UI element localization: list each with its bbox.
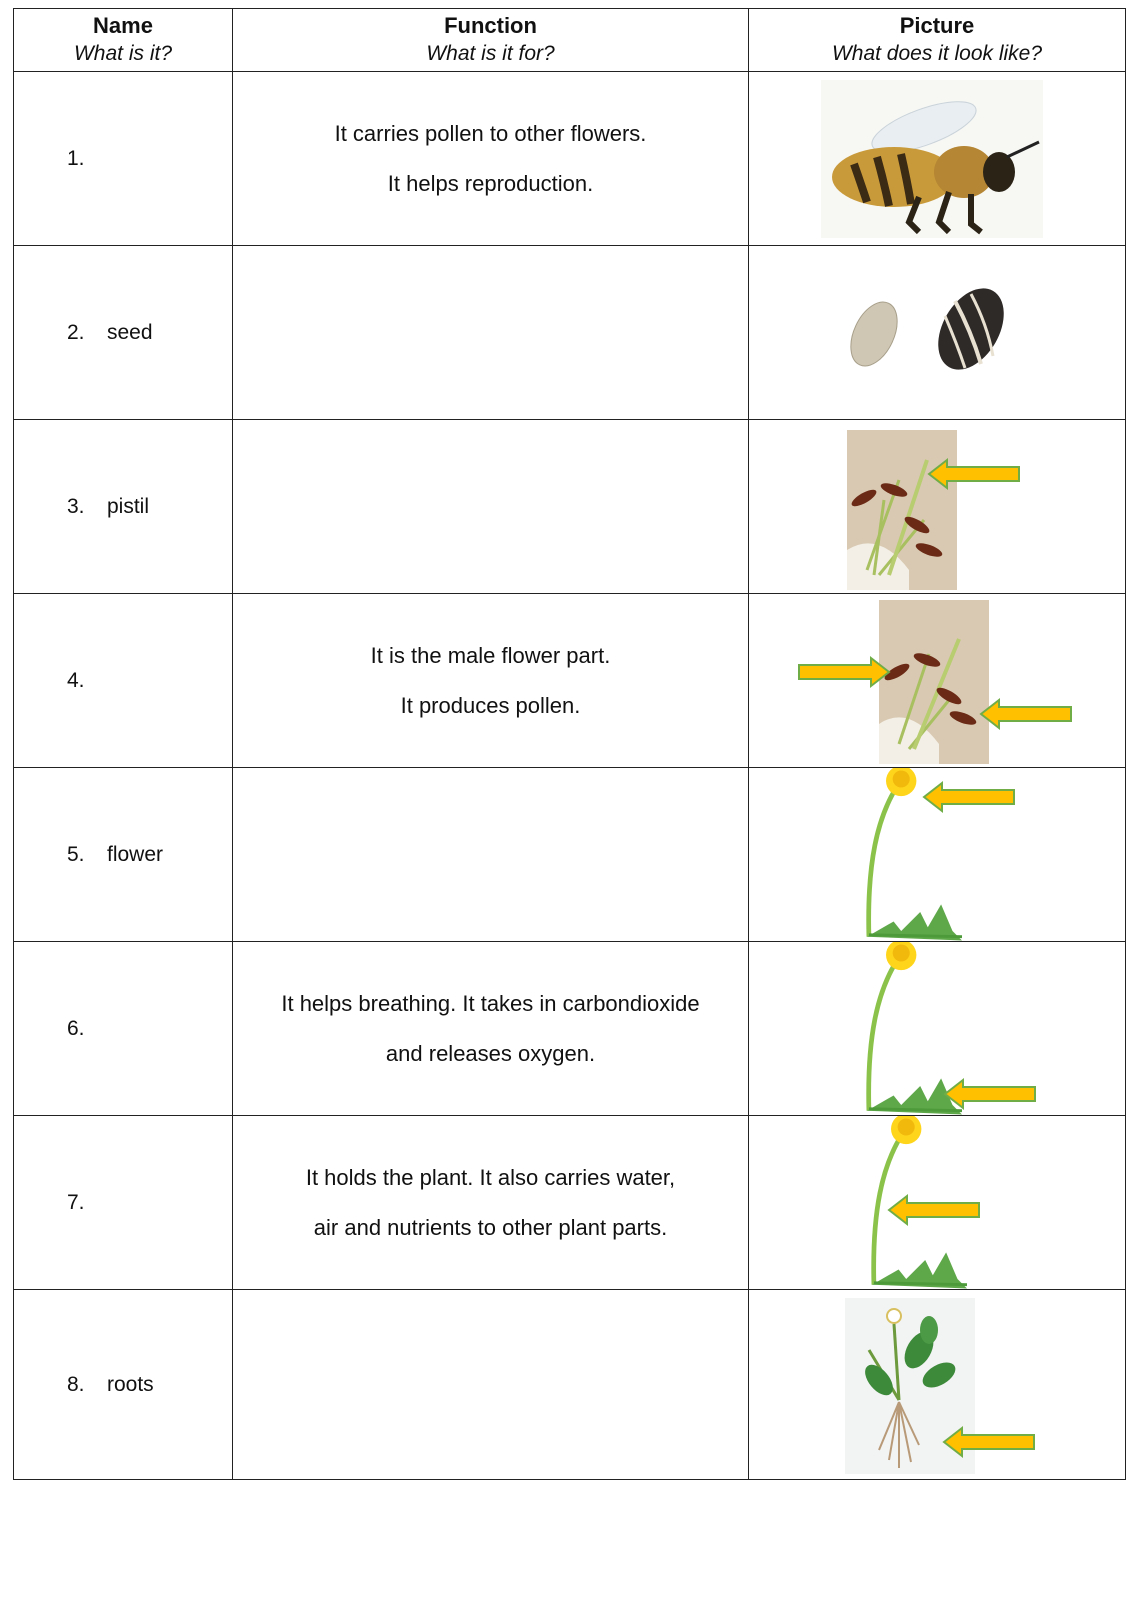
pistil-image bbox=[749, 420, 1126, 594]
name-cell[interactable] bbox=[14, 72, 233, 246]
bee-image bbox=[749, 72, 1126, 246]
function-line: air and nutrients to other plant parts. bbox=[313, 1214, 668, 1240]
function-line: It helps breathing. It takes in carbondioxide bbox=[281, 990, 700, 1016]
name-cell[interactable] bbox=[14, 594, 233, 768]
function-cell[interactable] bbox=[233, 246, 749, 420]
row-name: flower bbox=[107, 842, 164, 866]
picture-cell bbox=[749, 72, 1126, 246]
row-number: 1. bbox=[67, 146, 85, 170]
function-cell[interactable] bbox=[233, 420, 749, 594]
picture-cell bbox=[749, 1116, 1126, 1290]
row-name: seed bbox=[107, 320, 153, 344]
name-cell[interactable] bbox=[14, 768, 233, 942]
row-number: 6. bbox=[67, 1016, 85, 1040]
table-row bbox=[14, 246, 1126, 420]
picture-cell bbox=[749, 768, 1126, 942]
table-row bbox=[14, 1290, 1126, 1480]
table-row bbox=[14, 1116, 1126, 1290]
function-line: It carries pollen to other flowers. bbox=[334, 120, 647, 146]
function-line: It helps reproduction. bbox=[387, 170, 594, 196]
flower-image bbox=[749, 768, 1126, 942]
function-cell[interactable] bbox=[233, 72, 749, 246]
header-picture bbox=[749, 9, 1126, 72]
stem-image bbox=[749, 1116, 1126, 1290]
function-line: It produces pollen. bbox=[400, 692, 581, 718]
picture-cell bbox=[749, 1290, 1126, 1480]
roots-image bbox=[749, 1290, 1126, 1480]
picture-cell bbox=[749, 594, 1126, 768]
picture-cell bbox=[749, 942, 1126, 1116]
table-row bbox=[14, 594, 1126, 768]
function-cell[interactable] bbox=[233, 1290, 749, 1480]
header-function bbox=[233, 9, 749, 72]
function-line: It is the male flower part. bbox=[370, 642, 611, 668]
row-number: 8. bbox=[67, 1372, 85, 1396]
picture-cell bbox=[749, 420, 1126, 594]
function-cell[interactable] bbox=[233, 768, 749, 942]
header-function-subtitle: What is it for? bbox=[426, 42, 555, 65]
table-row bbox=[14, 942, 1126, 1116]
row-number: 4. bbox=[67, 668, 85, 692]
name-cell[interactable] bbox=[14, 246, 233, 420]
header-name-title: Name bbox=[93, 13, 153, 38]
function-cell[interactable] bbox=[233, 942, 749, 1116]
row-number: 2. bbox=[67, 320, 85, 344]
function-cell[interactable] bbox=[233, 594, 749, 768]
name-cell[interactable] bbox=[14, 420, 233, 594]
stamen-image bbox=[749, 594, 1126, 768]
row-number: 7. bbox=[67, 1190, 85, 1214]
function-cell[interactable] bbox=[233, 1116, 749, 1290]
seeds-image bbox=[749, 246, 1126, 420]
header-row bbox=[14, 9, 1126, 72]
row-name: pistil bbox=[107, 494, 150, 518]
worksheet-table bbox=[13, 8, 1126, 1480]
row-name: roots bbox=[107, 1372, 154, 1396]
name-cell[interactable] bbox=[14, 1116, 233, 1290]
function-line: and releases oxygen. bbox=[385, 1040, 596, 1066]
header-function-title: Function bbox=[444, 13, 537, 38]
function-line: It holds the plant. It also carries water, bbox=[305, 1164, 676, 1190]
row-number: 3. bbox=[67, 494, 85, 518]
header-picture-title: Picture bbox=[899, 13, 975, 38]
header-picture-subtitle: What does it look like? bbox=[831, 42, 1043, 65]
table-row bbox=[14, 768, 1126, 942]
name-cell[interactable] bbox=[14, 1290, 233, 1480]
leaves-image bbox=[749, 942, 1126, 1116]
header-name-subtitle: What is it? bbox=[73, 42, 173, 65]
name-cell[interactable] bbox=[14, 942, 233, 1116]
table-row bbox=[14, 72, 1126, 246]
table-row bbox=[14, 420, 1126, 594]
picture-cell bbox=[749, 246, 1126, 420]
header-name bbox=[14, 9, 233, 72]
row-number: 5. bbox=[67, 842, 85, 866]
